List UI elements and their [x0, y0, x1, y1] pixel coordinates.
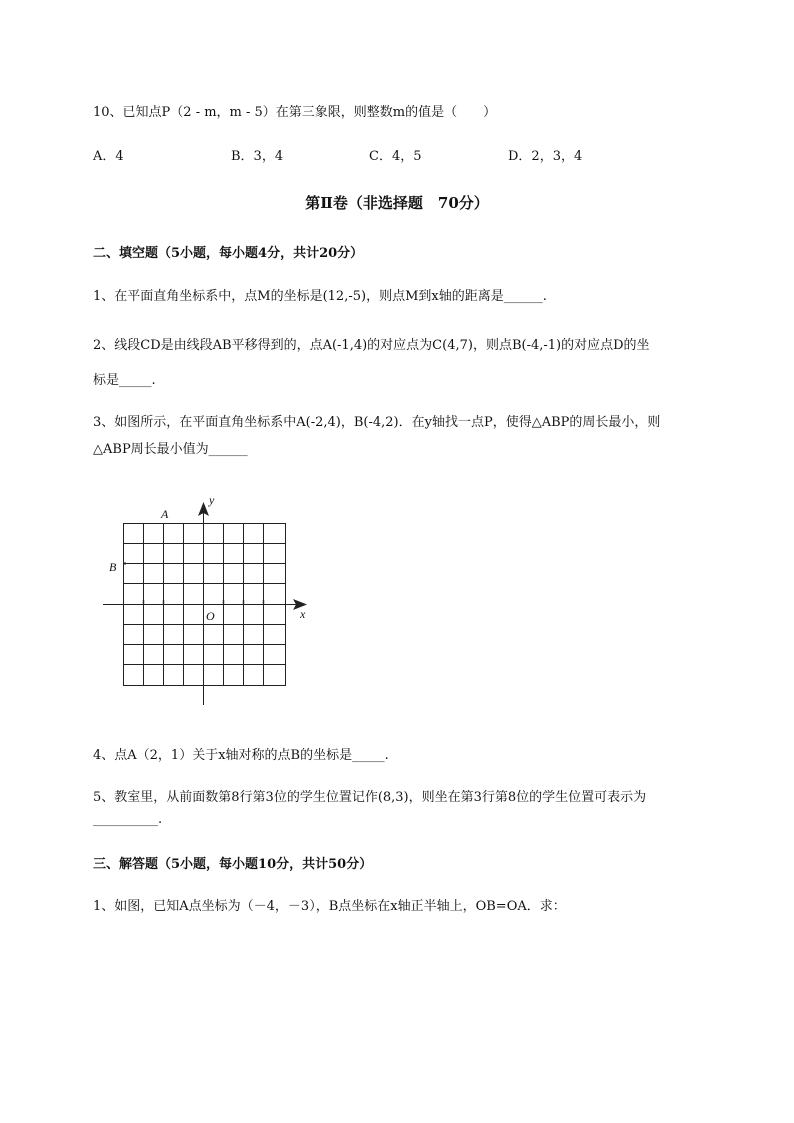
label-y: y: [209, 493, 215, 507]
fill-q1: 1、在平面直角坐标系中，点M的坐标是(12,-5)，则点M到x轴的距离是______.: [93, 289, 547, 304]
fill-section-heading: 二、填空题（5小题，每小题4分，共计20分）: [93, 246, 364, 261]
coordinate-grid-figure: [95, 490, 325, 715]
question-10-text: 10、已知点P（2 - m，m - 5）在第三象限，则整数m的值是（ ）: [93, 105, 497, 120]
fill-q4: 4、点A（2，1）关于x轴对称的点B的坐标是_____.: [93, 748, 389, 763]
label-o: O: [206, 609, 215, 623]
fill-q2-line2: 标是_____.: [93, 373, 156, 388]
solve-section-heading: 三、解答题（5小题，每小题10分，共计50分）: [93, 857, 373, 872]
label-a: A: [161, 507, 169, 521]
option-b: B．3，4: [231, 149, 284, 164]
label-b: B: [109, 560, 117, 574]
fill-q2-line1: 2、线段CD是由线段AB平移得到的，点A(-1,4)的对应点为C(4,7)，则点B(-4,-1)的对应点D的坐: [93, 338, 650, 353]
label-x: x: [300, 607, 306, 621]
fill-q5-line1: 5、教室里，从前面数第8行第3位的学生位置记作(8,3)，则坐在第3行第8位的学生位置可表示为: [93, 790, 647, 805]
solve-q1: 1、如图，已知A点坐标为（－4，－3），B点坐标在x轴正半轴上，OB=OA．求：: [93, 899, 566, 914]
fill-q3-line1: 3、如图所示，在平面直角坐标系中A(-2,4)，B(-4,2)．在y轴找一点P，使得△ABP的周长最小，则: [93, 415, 661, 430]
option-a: A．4: [93, 149, 124, 164]
option-c: C．4，5: [369, 149, 422, 164]
fill-q3-line2: △ABP周长最小值为______: [93, 442, 248, 457]
option-d: D．2，3，4: [508, 149, 583, 164]
part2-title: 第Ⅱ卷（非选择题 70分）: [305, 194, 489, 212]
fill-q5-line2: __________.: [93, 812, 163, 827]
